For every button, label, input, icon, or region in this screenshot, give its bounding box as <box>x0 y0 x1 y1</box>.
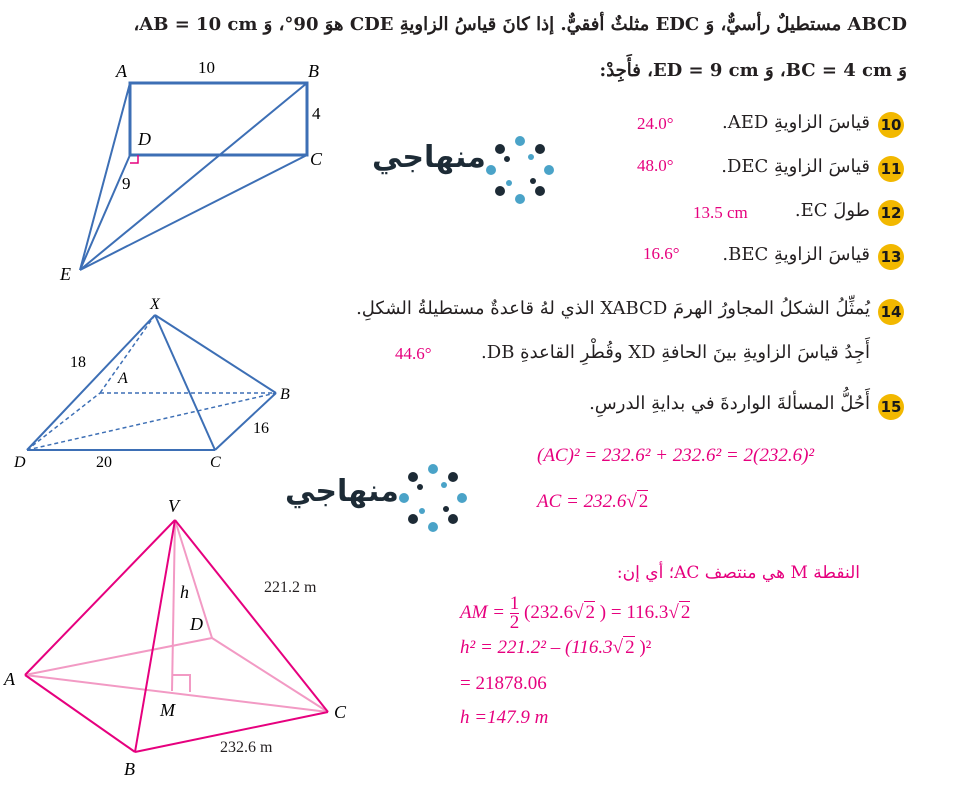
figure-rectangle-triangle <box>50 55 350 295</box>
label-ed: 9 <box>122 174 131 193</box>
label-h: h <box>180 582 189 602</box>
label-b: B <box>308 61 319 81</box>
label-ab: 10 <box>198 58 215 77</box>
question-text: قياسَ الزاويةِ AED. <box>721 112 870 133</box>
equation-h-squared <box>460 637 651 659</box>
edge-xd <box>27 315 155 450</box>
logo-1 <box>372 140 486 175</box>
figure-pyramid-xabcd <box>10 295 310 475</box>
label-d: D <box>138 129 151 149</box>
question-text: قياسَ الزاويةِ DEC. <box>721 156 870 177</box>
label-v: V <box>168 496 179 516</box>
figure-pyramid-vabcd <box>0 490 370 785</box>
logo-text: منهاجي <box>372 140 486 175</box>
equation-part: AM = <box>460 601 506 623</box>
answer: 13.5 cm <box>693 203 748 222</box>
question-text: أَحُلُّ المسألةَ الواردةَ في بدايةِ الدرسِ. <box>589 393 870 414</box>
radical-sign: √ <box>612 637 624 658</box>
right-angle-marker <box>172 675 190 692</box>
label-c: C <box>310 149 323 169</box>
equation-part: AC = 232.6 <box>537 491 627 512</box>
equation-h: h =147.9 m <box>460 707 549 728</box>
numerator: 1 <box>509 593 520 614</box>
label-cb: 16 <box>253 420 269 437</box>
label-m: M <box>160 700 175 720</box>
midpoint-note: النقطة M هي منتصف AC؛ أي إن: <box>616 563 860 583</box>
edge-eb <box>80 83 307 270</box>
label-a: A <box>118 370 128 387</box>
edge-ed <box>80 155 130 270</box>
question-text: طولَ EC. <box>794 200 870 221</box>
equation-part: (232.6 <box>524 601 574 623</box>
question-number-badge: 12 <box>878 200 904 226</box>
fraction-half <box>510 595 520 632</box>
label-bc-length: 232.6 m <box>220 739 273 756</box>
edge-ec <box>80 155 307 270</box>
equation-am <box>460 595 690 632</box>
label-x: X <box>150 296 160 313</box>
answer: 48.0° <box>637 156 674 175</box>
label-bc: 4 <box>312 104 321 123</box>
equation-part: )² <box>639 637 652 658</box>
label-a: A <box>116 61 127 81</box>
label-b: B <box>124 759 135 779</box>
answer: 16.6° <box>643 244 680 263</box>
question-text-line-1: يُمثِّلُ الشكلُ المجاورُ الهرمَ XABCD الذي لهُ قاعدةٌ مستطيلةُ الشكلِ. <box>356 298 870 319</box>
radicand: 2 <box>585 601 596 623</box>
label-c: C <box>210 454 221 471</box>
logo-ring-icon <box>395 460 471 536</box>
equation-value: = 21878.06 <box>460 673 547 694</box>
logo-text: منهاجي <box>285 474 399 509</box>
equation-ac <box>537 491 648 513</box>
label-b: B <box>280 386 290 403</box>
logo-ring-icon <box>482 132 558 208</box>
hidden-edge-ad <box>25 638 212 675</box>
answer: 24.0° <box>637 114 674 133</box>
question-text-line-2: أَجِدُ قياسَ الزاويةِ بينَ الحافةِ XD وقُطْرِ القاعدةِ DB. <box>481 342 870 363</box>
radicand: 2 <box>680 601 691 623</box>
radical-sign: √ <box>573 601 584 623</box>
equation-part: h² = 221.2² – (116.3 <box>460 637 613 658</box>
equation-part: ) = 116.3 <box>599 601 669 623</box>
question-number-badge: 14 <box>878 299 904 325</box>
label-d: D <box>190 614 203 634</box>
rectangle-abcd <box>130 83 307 155</box>
label-c: C <box>334 702 347 722</box>
answer: 44.6° <box>395 344 432 363</box>
label-d: D <box>14 454 26 471</box>
question-number-badge: 10 <box>878 112 904 138</box>
height-vm <box>172 520 175 691</box>
denominator: 2 <box>509 612 520 633</box>
label-vc-length: 221.2 m <box>264 579 317 596</box>
radical-sign: √ <box>668 601 679 623</box>
equation-ac-squared: (AC)² = 232.6² + 232.6² = 2(232.6)² <box>537 445 815 466</box>
label-e: E <box>60 264 71 284</box>
radicand: 2 <box>625 637 635 658</box>
question-number-badge: 15 <box>878 394 904 420</box>
label-xd: 18 <box>70 354 86 371</box>
label-a: A <box>4 669 15 689</box>
intro-line-2: وَ BC = 4 cm، وَ ED = 9 cm، فأَجِدْ: <box>599 60 907 81</box>
question-number-badge: 11 <box>878 156 904 182</box>
radicand: 2 <box>638 491 649 512</box>
radical-sign: √ <box>626 491 637 512</box>
intro-line-1: ABCD مستطيلٌ رأسيٌّ، وَ EDC مثلثٌ أفقيٌّ. إذا كانَ قياسُ الزاويةِ CDE هوَ 90°، وَ AB = 10 cm، <box>133 14 907 35</box>
question-text: قياسَ الزاويةِ BEC. <box>722 244 870 265</box>
hidden-diagonal-db <box>27 393 276 450</box>
question-number-badge: 13 <box>878 244 904 270</box>
label-dc: 20 <box>96 454 112 471</box>
